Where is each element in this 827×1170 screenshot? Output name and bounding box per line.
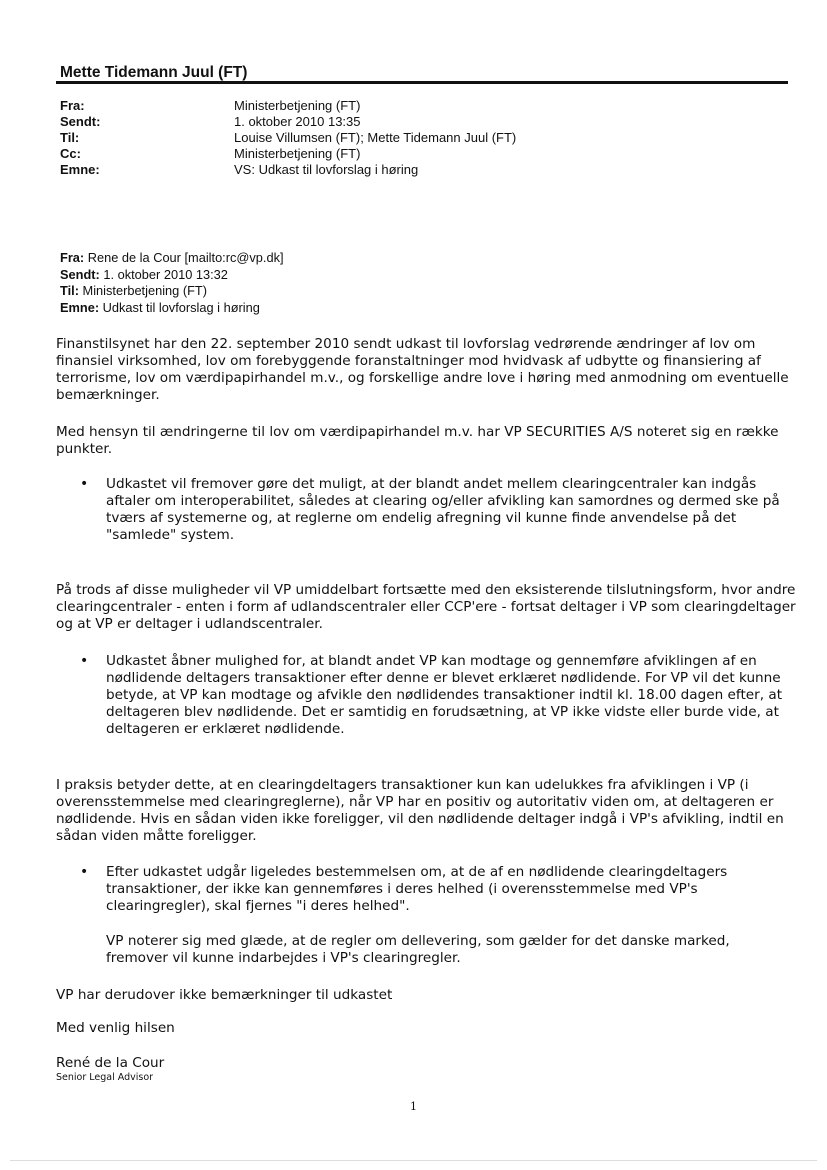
bullet-icon: • [80,653,89,669]
fwd-fra-value: Rene de la Cour [mailto:rc@vp.dk] [87,250,284,265]
header-sendt-value: 1. oktober 2010 13:35 [234,114,361,129]
body-paragraph-points: Med hensyn til ændringerne til lov om værdipapirhandel m.v. har VP SECURITIES A/S noteret sig en række punkter. [56,424,779,457]
signature-name: René de la Cour [56,1055,165,1071]
bullet-interoperability: Udkastet vil fremover gøre det muligt, at der blandt andet mellem clearingcentraler kan indgås aftaler om interoperabilitet, således at clearing og/eller afvikling kan samordnes og dermed ske på tværs af systemerne og, at reglerne om endelig afregning vil kunne finde anvendelse på det "samlede" system. [106,476,780,543]
fwd-til-value: Ministerbetjening (FT) [82,283,207,298]
header-fra-label: Fra: [60,98,85,113]
fwd-emne-value: Udkast til lovforslag i høring [102,299,260,315]
body-paragraph-practice: I praksis betyder dette, at en clearingdeltagers transaktioner kun kan udelukkes fra afviklingen i VP (i overensstemmelse med clearingreglerne), når VP har en positiv og autoritativ viden om, at deltageren er nødlidende. Hvis en sådan viden ikke foreligger, vil den nødlidende deltager indgå i VP's afvikling, indtil en sådan viden måtte foreligger. [56,777,784,844]
body-paragraph-intro: Finanstilsynet har den 22. september 2010 sendt udkast til lovforslag vedrørende ændringer af lov om finansiel virksomhed, lov om forebyggende foranstaltninger mod hvidvask af udbytte og finansiering af terrorisme, lov om værdipapirhandel m.v., og forskellige andre love i høring med anmodning om eventuelle bemærkninger. [56,336,789,403]
bullet-insolvent-settlement: Udkastet åbner mulighed for, at blandt andet VP kan modtage og gennemføre afviklingen af en nødlidende deltagers transaktioner efter denne er blevet erklæret nødlidende. For VP vil det kunne betyde, at VP kan modtage og afvikle den nødlidendes transaktioner indtil kl. 18.00 dagen efter, at deltageren blev nødlidende. Det er samtidig en forudsætning, at VP ikke vidste eller burde vide, at deltageren er erklæret nødlidende. [106,653,783,737]
signature-title: Senior Legal Advisor [56,1072,154,1083]
header-cc-label: Cc: [60,146,81,161]
header-til-label: Til: [60,130,80,145]
fwd-fra-line [60,250,284,267]
header-rule [56,81,788,84]
header-cc-value: Ministerbetjening (FT) [234,146,361,161]
page-number: 1 [410,1100,417,1113]
bullet-icon: • [80,476,89,492]
header-fra-value: Ministerbetjening (FT) [234,98,361,113]
fwd-sendt-value: 1. oktober 2010 13:32 [103,266,228,282]
bullet-icon: • [80,864,89,880]
header-til-value: Louise Villumsen (FT); Mette Tidemann Juul (FT) [234,130,517,145]
fwd-emne-label: Emne: [60,299,100,315]
header-emne-label: Emne: [60,162,100,177]
closing-greeting: Med venlig hilsen [56,1020,175,1036]
fwd-sendt-label: Sendt: [60,266,100,282]
bullet-entirety-rule: Efter udkastet udgår ligeledes bestemmelsen om, at de af en nødlidende clearingdeltagers transaktioner, der ikke kan gennemføres i deres helhed (i overensstemmelse med VP's clearingregler), skal fjernes "i deres helhed". [106,864,728,914]
header-sendt-label: Sendt: [60,114,101,129]
forwarded-header [60,250,284,316]
fwd-sendt-line [60,267,284,284]
fwd-til-line [60,283,284,300]
mailbox-owner-name: Mette Tidemann Juul (FT) [60,64,248,81]
bullet-partial-delivery: VP noterer sig med glæde, at de regler om dellevering, som gælder for det danske marked, fremover vil kunne indarbejdes i VP's clearingregler. [106,933,730,966]
fwd-til-label: Til: [60,283,79,298]
page-bottom-edge [10,1160,817,1161]
body-paragraph-no-remarks: VP har derudover ikke bemærkninger til udkastet [56,987,393,1003]
fwd-emne-line [60,300,284,317]
header-emne-value: VS: Udkast til lovforslag i høring [234,162,419,177]
body-paragraph-connection: På trods af disse muligheder vil VP umiddelbart fortsætte med den eksisterende tilslutningsform, hvor andre clearingcentraler - enten i form af udlandscentraler eller CCP'ere - fortsat deltager i VP som clearingdeltager og at VP er deltager i udlandscentraler. [56,582,796,632]
fwd-fra-label: Fra: [60,250,85,265]
